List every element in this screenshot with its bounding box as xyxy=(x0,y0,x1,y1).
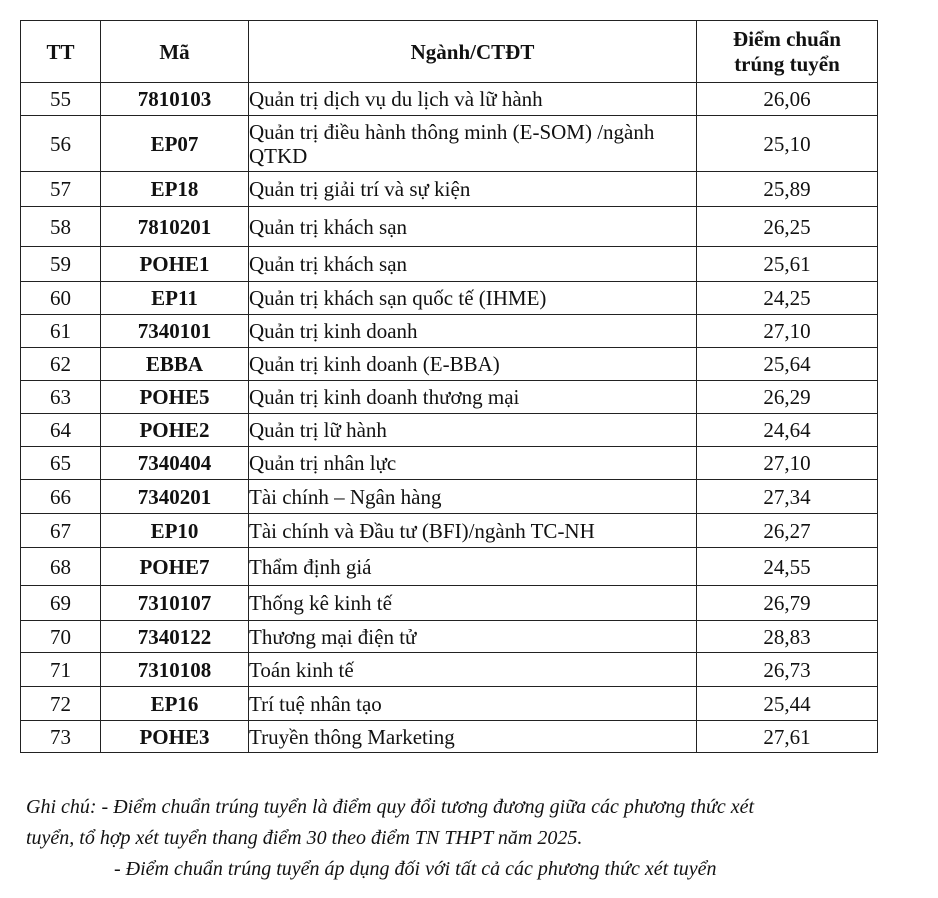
table-row xyxy=(21,381,878,414)
row-nganh-cell: Quản trị khách sạn xyxy=(249,207,697,247)
row-ma-cell: POHE3 xyxy=(101,721,249,753)
row-tt-cell: 64 xyxy=(21,414,101,447)
row-tt-cell: 61 xyxy=(21,315,101,348)
row-ma-cell: EP16 xyxy=(101,687,249,721)
note-line-3: - Điểm chuẩn trúng tuyển áp dụng đối với tất cả các phương thức xét tuyển xyxy=(114,858,717,880)
header-ma: Mã xyxy=(101,21,249,83)
table-row xyxy=(21,116,878,172)
table-row xyxy=(21,172,878,207)
admission-score-table xyxy=(20,20,878,753)
table-body xyxy=(21,83,878,753)
row-nganh-cell: Toán kinh tế xyxy=(249,653,697,687)
row-diem-cell: 25,61 xyxy=(697,247,878,282)
row-ma-cell: EP18 xyxy=(101,172,249,207)
table-row xyxy=(21,83,878,116)
row-nganh-cell: Thương mại điện tử xyxy=(249,621,697,653)
row-nganh-cell: Quản trị khách sạn xyxy=(249,247,697,282)
row-ma-cell: 7310107 xyxy=(101,586,249,621)
table-row xyxy=(21,207,878,247)
table-row xyxy=(21,687,878,721)
row-ma-cell: 7340101 xyxy=(101,315,249,348)
table-header-row xyxy=(21,21,878,83)
header-tt: TT xyxy=(21,21,101,83)
table-row xyxy=(21,414,878,447)
row-ma-cell: 7340404 xyxy=(101,447,249,480)
row-tt-cell: 72 xyxy=(21,687,101,721)
row-diem-cell: 27,10 xyxy=(697,447,878,480)
row-nganh-cell: Truyền thông Marketing xyxy=(249,721,697,753)
row-nganh-cell: Quản trị khách sạn quốc tế (IHME) xyxy=(249,282,697,315)
row-nganh-cell: Thẩm định giá xyxy=(249,548,697,586)
row-ma-cell: POHE5 xyxy=(101,381,249,414)
row-nganh-cell: Trí tuệ nhân tạo xyxy=(249,687,697,721)
row-ma-cell: 7340201 xyxy=(101,480,249,514)
row-tt-cell: 70 xyxy=(21,621,101,653)
row-diem-cell: 26,27 xyxy=(697,514,878,548)
row-ma-cell: EBBA xyxy=(101,348,249,381)
row-nganh-cell: Quản trị kinh doanh thương mại xyxy=(249,381,697,414)
header-diem-line2: trúng tuyển xyxy=(734,51,840,76)
table-row xyxy=(21,514,878,548)
note-line-1: Ghi chú: - Điểm chuẩn trúng tuyển là điểm quy đổi tương đương giữa các phương thức xét xyxy=(26,796,755,818)
row-ma-cell: EP11 xyxy=(101,282,249,315)
row-nganh-cell: Quản trị dịch vụ du lịch và lữ hành xyxy=(249,83,697,116)
row-diem-cell: 25,10 xyxy=(697,116,878,172)
row-diem-cell: 28,83 xyxy=(697,621,878,653)
row-diem-cell: 26,73 xyxy=(697,653,878,687)
table-row xyxy=(21,721,878,753)
row-diem-cell: 25,64 xyxy=(697,348,878,381)
table-row xyxy=(21,282,878,315)
row-ma-cell: 7310108 xyxy=(101,653,249,687)
table-row xyxy=(21,480,878,514)
row-tt-cell: 58 xyxy=(21,207,101,247)
table-row xyxy=(21,247,878,282)
row-tt-cell: 65 xyxy=(21,447,101,480)
header-nganh: Ngành/CTĐT xyxy=(249,21,697,83)
row-diem-cell: 27,61 xyxy=(697,721,878,753)
row-nganh-cell: Quản trị kinh doanh xyxy=(249,315,697,348)
row-tt-cell: 59 xyxy=(21,247,101,282)
row-nganh-cell: Quản trị giải trí và sự kiện xyxy=(249,172,697,207)
row-tt-cell: 69 xyxy=(21,586,101,621)
row-tt-cell: 71 xyxy=(21,653,101,687)
table-row xyxy=(21,621,878,653)
table-row xyxy=(21,653,878,687)
row-diem-cell: 27,10 xyxy=(697,315,878,348)
table-row xyxy=(21,447,878,480)
row-tt-cell: 56 xyxy=(21,116,101,172)
row-diem-cell: 24,64 xyxy=(697,414,878,447)
row-ma-cell: 7340122 xyxy=(101,621,249,653)
row-ma-cell: POHE7 xyxy=(101,548,249,586)
table-row xyxy=(21,315,878,348)
row-ma-cell: POHE2 xyxy=(101,414,249,447)
row-diem-cell: 25,44 xyxy=(697,687,878,721)
row-ma-cell: EP10 xyxy=(101,514,249,548)
note-line-2: tuyển, tổ hợp xét tuyển thang điểm 30 theo điểm TN THPT năm 2025. xyxy=(26,827,583,849)
row-tt-cell: 62 xyxy=(21,348,101,381)
row-tt-cell: 73 xyxy=(21,721,101,753)
row-ma-cell: POHE1 xyxy=(101,247,249,282)
row-nganh-cell: Quản trị điều hành thông minh (E-SOM) /ngành QTKD xyxy=(249,116,697,172)
row-tt-cell: 55 xyxy=(21,83,101,116)
row-diem-cell: 24,25 xyxy=(697,282,878,315)
header-diem-line1: Điểm chuẩn xyxy=(733,26,841,51)
header-diem xyxy=(697,21,878,83)
row-diem-cell: 26,79 xyxy=(697,586,878,621)
row-diem-cell: 26,29 xyxy=(697,381,878,414)
row-diem-cell: 27,34 xyxy=(697,480,878,514)
row-nganh-cell: Quản trị lữ hành xyxy=(249,414,697,447)
row-tt-cell: 67 xyxy=(21,514,101,548)
row-nganh-cell: Tài chính và Đầu tư (BFI)/ngành TC-NH xyxy=(249,514,697,548)
row-nganh-cell: Thống kê kinh tế xyxy=(249,586,697,621)
row-nganh-cell: Tài chính – Ngân hàng xyxy=(249,480,697,514)
row-diem-cell: 26,25 xyxy=(697,207,878,247)
row-tt-cell: 63 xyxy=(21,381,101,414)
row-ma-cell: 7810103 xyxy=(101,83,249,116)
row-tt-cell: 66 xyxy=(21,480,101,514)
row-tt-cell: 60 xyxy=(21,282,101,315)
row-diem-cell: 24,55 xyxy=(697,548,878,586)
table-row xyxy=(21,348,878,381)
table-row xyxy=(21,548,878,586)
row-ma-cell: 7810201 xyxy=(101,207,249,247)
row-diem-cell: 25,89 xyxy=(697,172,878,207)
row-ma-cell: EP07 xyxy=(101,116,249,172)
row-nganh-cell: Quản trị kinh doanh (E-BBA) xyxy=(249,348,697,381)
table-row xyxy=(21,586,878,621)
notes-block xyxy=(26,792,936,885)
row-tt-cell: 68 xyxy=(21,548,101,586)
row-tt-cell: 57 xyxy=(21,172,101,207)
row-diem-cell: 26,06 xyxy=(697,83,878,116)
row-nganh-cell: Quản trị nhân lực xyxy=(249,447,697,480)
